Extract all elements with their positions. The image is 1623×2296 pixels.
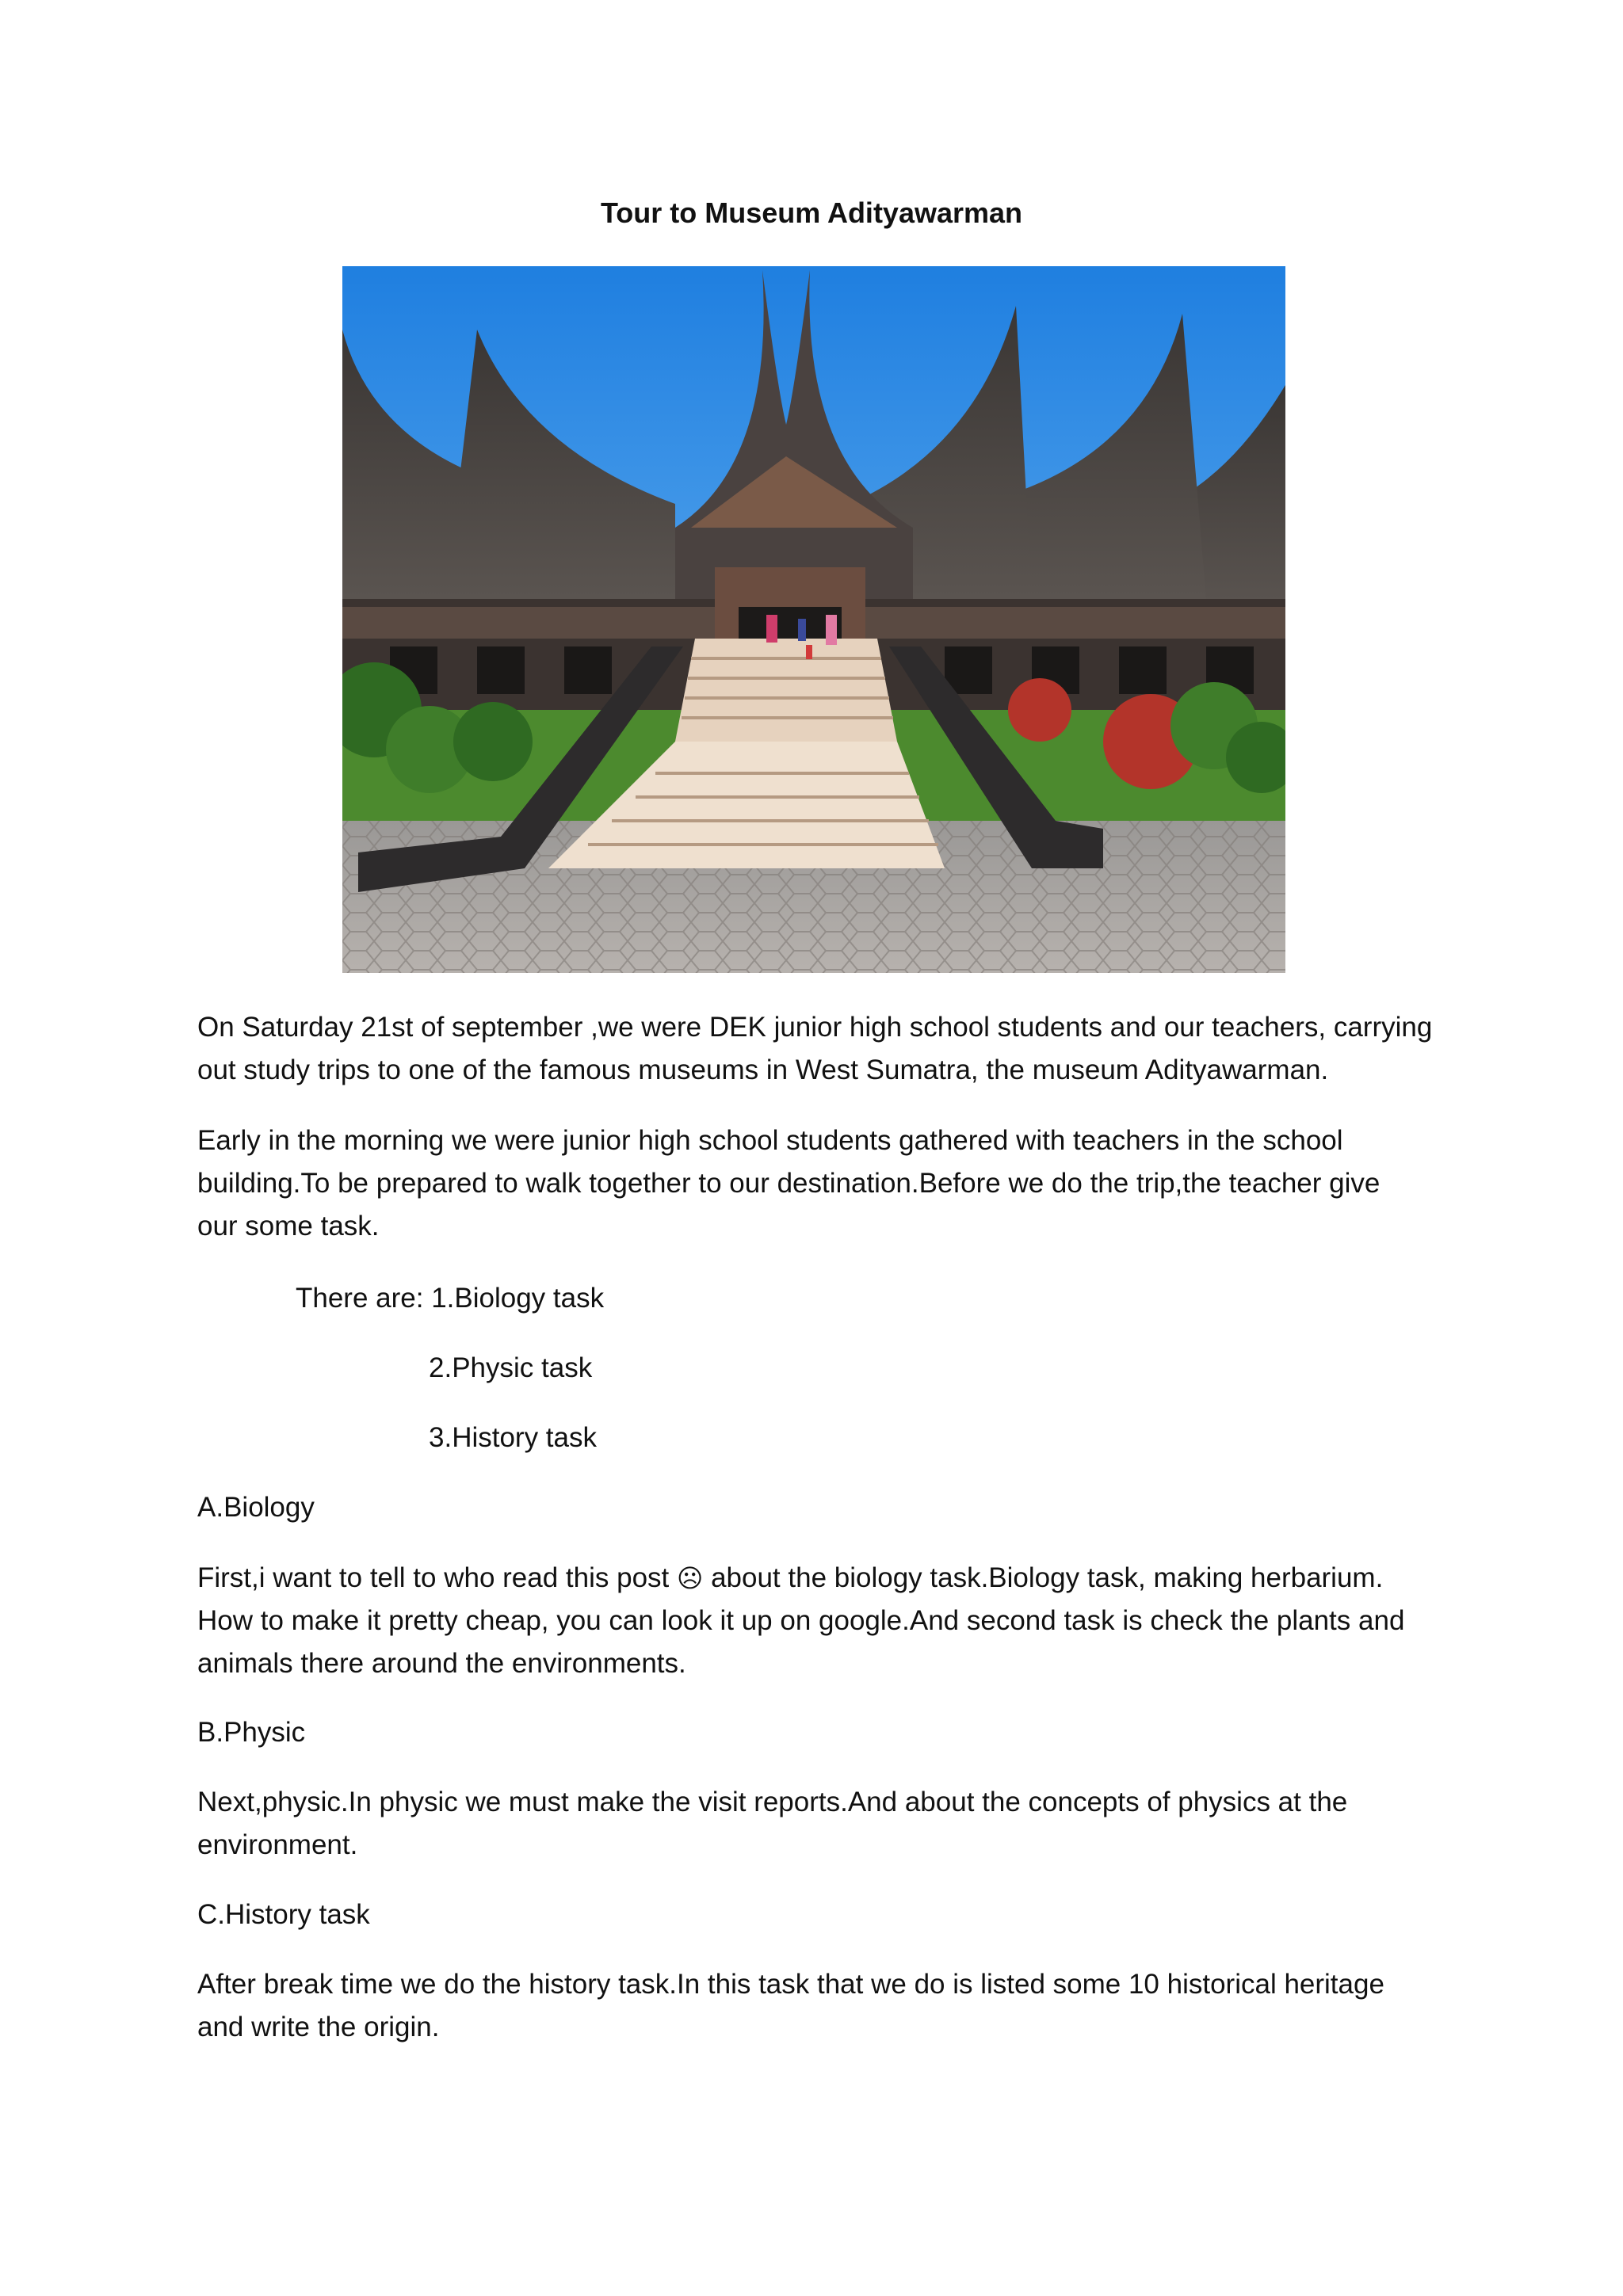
morning-line-2: building.To be prepared to walk together to our destination.Before we do the trip,the teacher give [197,1168,1381,1199]
history-heading: C.History task [197,1899,370,1930]
biology-paragraph [197,1557,1434,1685]
physic-line-1: Next,physic.In physic we must make the visit reports.And about the concepts of physics at the [197,1787,1348,1817]
physic-paragraph [197,1781,1434,1867]
task-list-lead: There are: 1.Biology task [296,1283,605,1314]
history-line-2: and write the origin. [197,2012,440,2042]
physic-line-2: environment. [197,1829,358,1860]
task-list-item-2: 2.Physic task [429,1352,593,1383]
biology-line-3: animals there around the environments. [197,1648,686,1679]
sad-face-icon: ☹ [676,1564,704,1592]
biology-line-2: How to make it pretty cheap, you can look it up on google.And second task is check the plants and [197,1605,1405,1636]
museum-photo [342,266,1285,973]
physic-heading: B.Physic [197,1717,306,1748]
morning-line-1: Early in the morning we were junior high school students gathered with teachers in the school [197,1125,1343,1156]
history-line-1: After break time we do the history task.In this task that we do is listed some 10 historical heritage [197,1969,1384,2000]
biology-heading: A.Biology [197,1492,315,1523]
morning-line-3: our some task. [197,1211,380,1241]
museum-building-illustration [342,266,1285,973]
intro-line-2: out study trips to one of the famous museums in West Sumatra, the museum Adityawarman. [197,1055,1329,1085]
document-title: Tour to Museum Adityawarman [600,196,1023,229]
task-list-item-3: 3.History task [429,1422,597,1453]
history-paragraph [197,1963,1434,2049]
biology-line-1a: First,i want to tell to who read this post [197,1562,677,1593]
biology-line-1b: about the biology task.Biology task, making herbarium. [703,1562,1384,1593]
morning-paragraph [197,1119,1434,1248]
intro-paragraph [197,1006,1434,1092]
intro-line-1: On Saturday 21st of september ,we were DEK junior high school students and our teachers, carrying [197,1012,1433,1043]
